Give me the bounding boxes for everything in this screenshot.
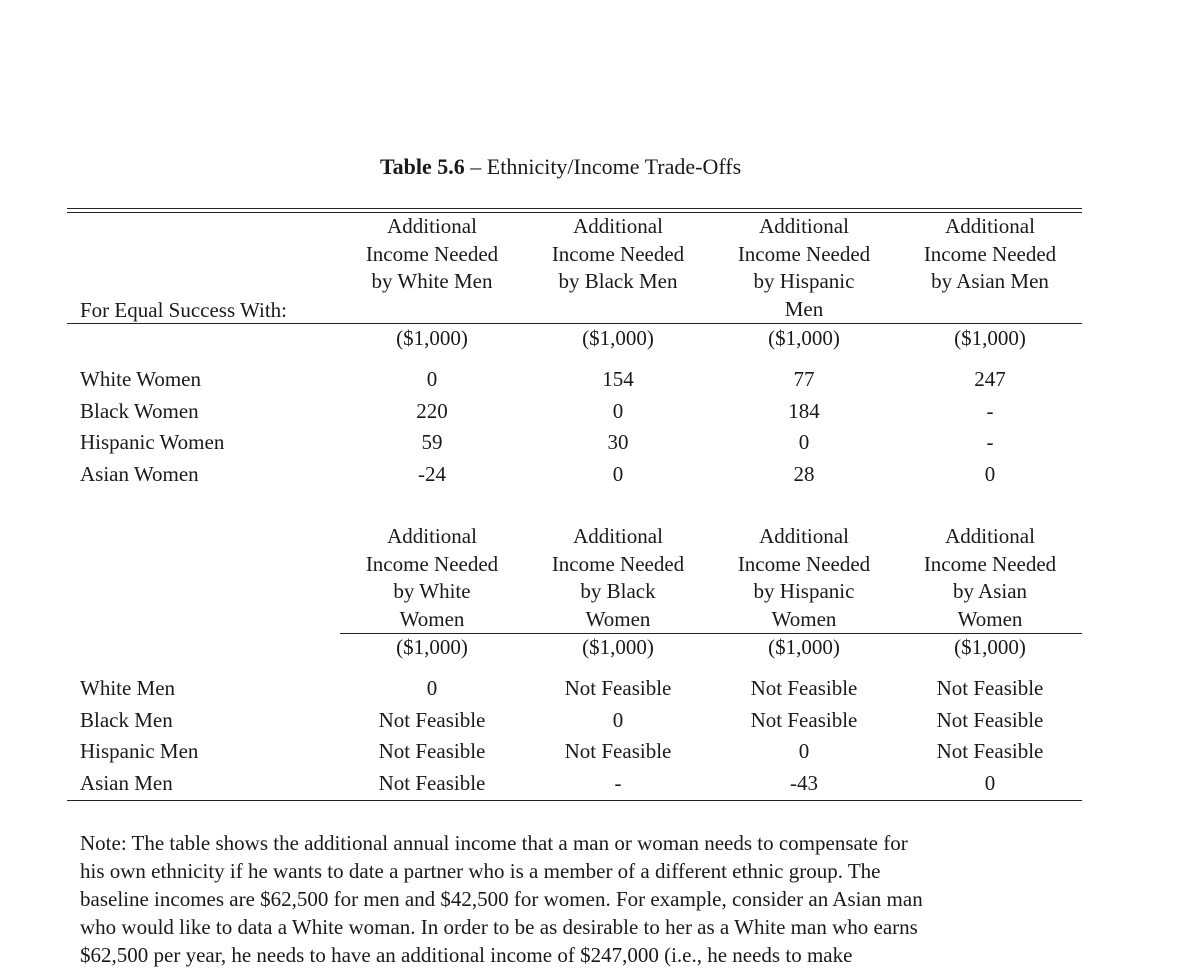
note-line: $62,500 per year, he needs to have an additional income of $247,000 (i.e., he needs to make [80, 943, 853, 967]
column-header-line: Women [957, 606, 1023, 631]
table-cell: 30 [607, 430, 629, 454]
table-cell: 0 [426, 367, 438, 391]
table-cell: -43 [790, 770, 818, 795]
column-header-line: Additional [945, 214, 1035, 238]
table-cell: Not Feasible [936, 739, 1044, 763]
column-header-line: Income Needed [737, 551, 871, 576]
table-cell: 0 [798, 739, 810, 763]
table-cell: Not Feasible [936, 707, 1044, 732]
table-cell: - [986, 430, 994, 454]
column-header-line: Additional [759, 214, 849, 238]
row-label: White Men [80, 676, 176, 700]
table-cell: 154 [602, 367, 634, 391]
column-header-line: by Hispanic [753, 269, 855, 293]
column-unit: ($1,000) [954, 326, 1026, 350]
column-header-line: Men [784, 296, 824, 321]
column-header-line: Additional [573, 214, 663, 238]
column-header-line: Income Needed [551, 551, 685, 576]
table-cell: 184 [788, 398, 820, 423]
column-header-line: Income Needed [737, 241, 871, 266]
column-header-line: Additional [387, 214, 477, 238]
column-header-line: Additional [759, 524, 849, 548]
table-cell: Not Feasible [750, 676, 858, 700]
row-label: Black Men [80, 707, 173, 732]
row-label: Hispanic Men [80, 739, 199, 763]
column-header-line: Women [771, 606, 837, 631]
table-cell: Not Feasible [750, 707, 858, 732]
column-unit: ($1,000) [768, 635, 840, 659]
column-header-line: Women [399, 606, 465, 631]
column-header-line: Income Needed [923, 241, 1057, 266]
table-bottom-rule [67, 800, 1082, 801]
table-cell: 0 [612, 398, 624, 423]
column-header-line: Income Needed [923, 551, 1057, 576]
column-header-line: by Black Men [558, 269, 678, 293]
stub-header: For Equal Success With: [80, 298, 287, 322]
row-label: Asian Men [80, 770, 173, 795]
row-label: White Women [80, 367, 201, 391]
note-line: who would like to data a White woman. In order to be as desirable to her as a White man who earns [80, 915, 918, 939]
column-header-line: Additional [387, 524, 477, 548]
column-header-line: by Black [580, 579, 656, 603]
column-header-line: Women [585, 606, 651, 631]
table-cell: 0 [426, 676, 438, 700]
table-note [80, 829, 1080, 969]
column-header-line: by White [393, 579, 471, 603]
top-header-rule [67, 323, 1082, 324]
column-unit: ($1,000) [768, 326, 840, 350]
column-header-line: Additional [573, 524, 663, 548]
table-cell: Not Feasible [936, 676, 1044, 700]
table-cell: 247 [974, 367, 1006, 391]
table-cell: 220 [416, 398, 448, 423]
column-unit: ($1,000) [582, 326, 654, 350]
column-header-line: by Asian [952, 579, 1028, 603]
note-line: Note: The table shows the additional annual income that a man or woman needs to compensate for [80, 831, 908, 855]
table-cell: Not Feasible [564, 739, 672, 763]
top-rule-1 [67, 208, 1082, 209]
table-cell: 77 [793, 367, 815, 391]
column-header-line: Income Needed [365, 241, 499, 266]
column-header-line: Additional [945, 524, 1035, 548]
table-cell: -24 [418, 461, 446, 486]
column-unit: ($1,000) [396, 326, 468, 350]
note-line: his own ethnicity if he wants to date a partner who is a member of a different ethnic group. The [80, 859, 881, 883]
column-header-line: Income Needed [551, 241, 685, 266]
note-line: baseline incomes are $62,500 for men and $42,500 for women. For example, consider an Asian man [80, 887, 923, 911]
column-unit: ($1,000) [954, 635, 1026, 659]
table-cell: 0 [984, 770, 996, 795]
column-header-line: by White Men [371, 269, 493, 293]
column-header-line: by Asian Men [931, 269, 1049, 293]
table-cell: 0 [984, 461, 996, 486]
table-cell: 28 [793, 461, 815, 486]
column-unit: ($1,000) [582, 635, 654, 659]
table-cell: Not Feasible [378, 739, 486, 763]
bottom-header-rule [340, 633, 1082, 634]
table-caption: – Ethnicity/Income Trade-Offs [464, 154, 742, 179]
table-number: Table 5.6 [380, 154, 465, 179]
column-header-line: Income Needed [365, 551, 499, 576]
table-cell: Not Feasible [564, 676, 672, 700]
table-cell: 0 [798, 430, 810, 454]
table-cell: 59 [421, 430, 443, 454]
row-label: Asian Women [80, 461, 199, 486]
table-cell: 0 [612, 461, 624, 486]
row-label: Black Women [80, 398, 199, 423]
table-cell: - [986, 398, 994, 423]
row-label: Hispanic Women [80, 430, 225, 454]
table-cell: Not Feasible [378, 707, 486, 732]
table-cell: - [614, 770, 622, 795]
column-unit: ($1,000) [396, 635, 468, 659]
table-cell: 0 [612, 707, 624, 732]
table-title [380, 154, 741, 180]
table-cell: Not Feasible [378, 770, 486, 795]
column-header-line: by Hispanic [753, 579, 855, 603]
